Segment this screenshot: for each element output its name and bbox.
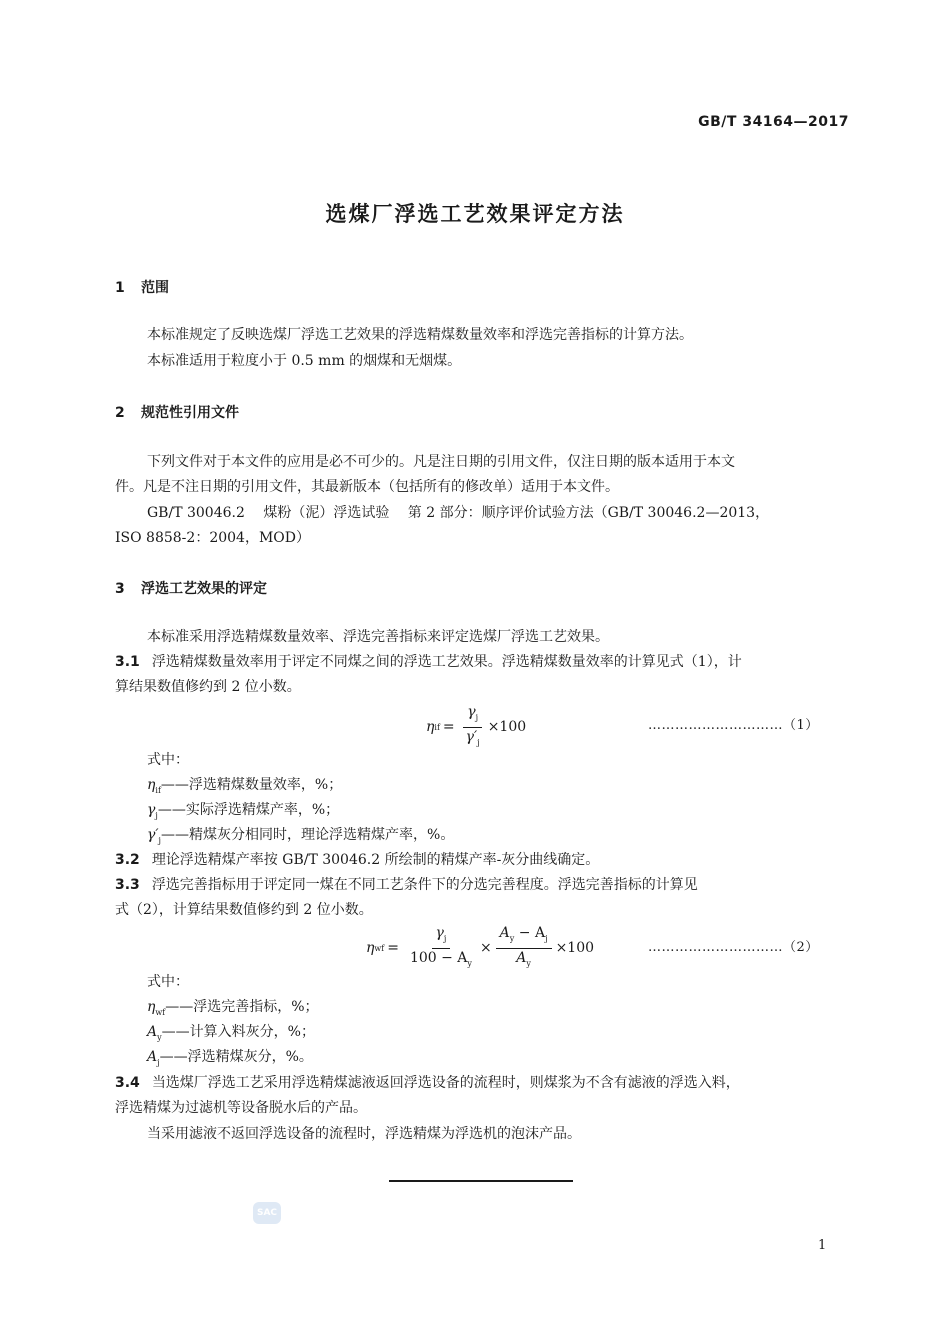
eq-symbol: η	[366, 940, 375, 957]
eq-denominator: A	[516, 949, 527, 966]
def-subscript: j	[157, 1057, 160, 1067]
equation-1-number	[648, 714, 819, 733]
eq-subscript: j	[477, 737, 480, 747]
eq-tail: ×100	[555, 940, 595, 957]
reference-line: GB/T 30046.2 煤粉（泥）浮选试验 第 2 部分：顺序评价试验方法（GB/T 30046.2—2013，	[147, 505, 770, 521]
where-label: 式中：	[147, 974, 189, 990]
leader-dots: …………………………	[648, 940, 783, 955]
section-number: 3	[115, 581, 125, 597]
eq-subscript: j	[545, 933, 548, 943]
definition-item	[147, 997, 319, 1023]
eq-subscript: y	[526, 958, 531, 968]
def-symbol: A	[147, 1024, 158, 1040]
equation-2: η wf = $\frac{\gamma_j}{100 - A_y}$ × $\frac{A_y - A_j}{A_y}$ ×100	[366, 925, 594, 972]
eq-symbol: η	[426, 719, 435, 736]
eq-subscript: if	[434, 722, 440, 732]
def-symbol: η	[147, 999, 156, 1015]
definition-item	[147, 825, 454, 851]
eq-subscript: wf	[374, 943, 385, 953]
paragraph: 本标准适用于粒度小于 0.5 mm 的烟煤和无烟煤。	[147, 353, 462, 369]
def-subscript: y	[157, 1032, 162, 1042]
section-1-heading	[115, 277, 169, 297]
paragraph-line: 下列文件对于本文件的应用是必不可少的。凡是注日期的引用文件，仅注日期的版本适用于本文	[147, 454, 735, 470]
eq-numerator: γ	[467, 704, 476, 720]
section-number: 1	[115, 280, 125, 296]
clause-3-3-line: 式（2），计算结果数值修约到 2 位小数。	[115, 902, 373, 918]
standard-number: GB/T 34164—2017	[698, 114, 849, 130]
section-title: 规范性引用文件	[141, 405, 239, 421]
def-text: ——实际浮选精煤产率，%；	[157, 802, 340, 818]
clause-text: 浮选精煤数量效率用于评定不同煤之间的浮选工艺效果。浮选精煤数量效率的计算见式（1），计	[151, 654, 742, 670]
definition-item	[147, 1047, 313, 1073]
def-symbol: γ	[147, 802, 156, 818]
clause-text: 当选煤厂浮选工艺采用浮选精煤滤液返回浮选设备的流程时，则煤浆为不含有滤液的浮选入料，	[151, 1075, 740, 1091]
clause-number: 3.1	[115, 654, 140, 670]
where-label: 式中：	[147, 752, 189, 768]
clause-number: 3.2	[115, 852, 140, 868]
equation-2-number	[648, 936, 819, 955]
reference-line: ISO 8858-2：2004，MOD）	[115, 530, 310, 546]
eq-tail: ×100	[487, 719, 527, 736]
def-text: ——浮选完善指标，%；	[165, 999, 319, 1015]
eq-denominator: γ′	[465, 728, 478, 745]
def-symbol: γ′	[147, 827, 159, 843]
def-text: ——精煤灰分相同时，理论浮选精煤产率，%。	[161, 827, 455, 843]
def-text: ——浮选精煤数量效率，%；	[160, 777, 343, 793]
section-2-heading	[115, 402, 239, 422]
definition-item	[147, 800, 339, 826]
clause-3-4-line	[115, 1073, 740, 1093]
eq-subscript: y	[509, 933, 515, 943]
eq-numerator: − A	[514, 925, 546, 941]
clause-3-4-line: 浮选精煤为过滤机等设备脱水后的产品。	[115, 1100, 367, 1116]
clause-text: 浮选完善指标用于评定同一煤在不同工艺条件下的分选完善程度。浮选完善指标的计算见	[151, 877, 698, 893]
clause-text: 理论浮选精煤产率按 GB/T 30046.2 所绘制的精煤产率-灰分曲线确定。	[151, 852, 600, 868]
section-number: 2	[115, 405, 125, 421]
sac-watermark-logo: SAC	[253, 1202, 281, 1224]
section-title: 范围	[141, 280, 169, 296]
paragraph: 本标准采用浮选精煤数量效率、浮选完善指标来评定选煤厂浮选工艺效果。	[147, 629, 609, 645]
eq-numerator: A	[499, 925, 510, 941]
def-subscript: if	[155, 785, 161, 795]
clause-3-1-line	[115, 652, 742, 672]
eq-numerator: γ	[435, 925, 444, 941]
def-text: ——浮选精煤灰分，%。	[159, 1049, 313, 1065]
def-subscript: j	[155, 810, 158, 820]
def-symbol: η	[147, 777, 156, 793]
definition-item	[147, 1022, 315, 1048]
leader-dots: …………………………	[648, 718, 783, 733]
paragraph-line: 件。凡是不注日期的引用文件，其最新版本（包括所有的修改单）适用于本文件。	[115, 479, 619, 495]
equation-number: （1）	[783, 718, 819, 733]
document-title: 选煤厂浮选工艺效果评定方法	[325, 202, 625, 226]
eq-subscript: j	[475, 712, 479, 722]
end-rule	[389, 1180, 573, 1182]
page-number: 1	[818, 1238, 827, 1253]
clause-3-1-line: 算结果数值修约到 2 位小数。	[115, 679, 301, 695]
clause-number: 3.3	[115, 877, 140, 893]
section-3-heading	[115, 578, 267, 598]
paragraph: 本标准规定了反映选煤厂浮选工艺效果的浮选精煤数量效率和浮选完善指标的计算方法。	[147, 327, 693, 343]
clause-3-2	[115, 850, 599, 870]
clause-3-3-line	[115, 875, 698, 895]
def-symbol: A	[147, 1049, 158, 1065]
clause-number: 3.4	[115, 1075, 140, 1091]
eq-subscript: j	[443, 933, 447, 943]
paragraph: 当采用滤液不返回浮选设备的流程时，浮选精煤为浮选机的泡沫产品。	[147, 1126, 581, 1142]
section-title: 浮选工艺效果的评定	[141, 581, 267, 597]
definition-item	[147, 775, 342, 801]
def-text: ——计算入料灰分，%；	[161, 1024, 315, 1040]
eq-subscript: y	[467, 958, 472, 968]
eq-fraction	[406, 925, 476, 972]
eq-fraction	[496, 925, 552, 972]
equation-1: η if = $\frac{\gamma_j}{\gamma'_j}$ ×100	[426, 704, 526, 751]
equation-number: （2）	[783, 940, 819, 955]
eq-fraction	[462, 704, 484, 751]
def-subscript: wf	[155, 1007, 166, 1017]
eq-denominator: 100 − A	[409, 949, 468, 966]
def-subscript: j	[158, 835, 162, 845]
